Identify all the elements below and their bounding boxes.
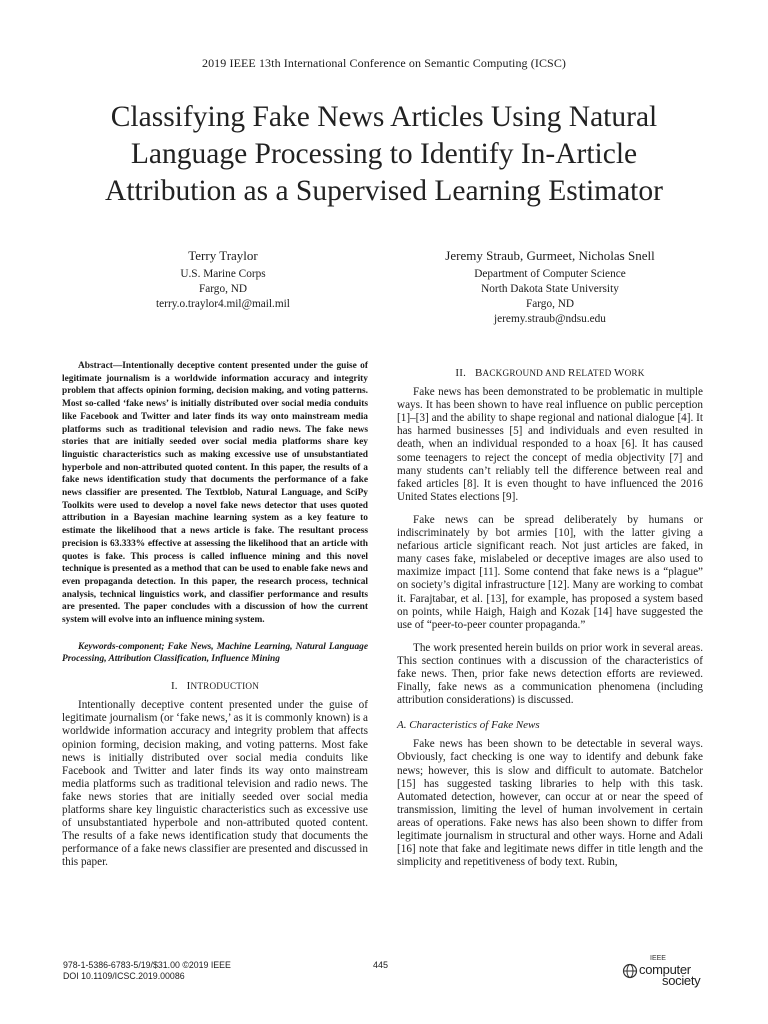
footer-copyright [63,960,231,981]
author-name: Jeremy Straub, Gurmeet, Nicholas Snell [445,248,655,263]
section-heading-background: II. BACKGROUND AND RELATED WORK [455,367,645,379]
abstract: Abstract—Intentionally deceptive content presented under the guise of legitimate journalism is a worldwide information accuracy and integrity problem that affects opinion forming, decision making, and voting patterns. Most so-called ‘fake news’ is initially distributed over social media conduits like Facebook and Twitter and later finds its way onto mainstream media platforms such as traditional television and radio news. The fake news stories that are initially seeded over social media platforms share key linguistic characteristics such as making excessive use of unsubstantiated hyperbole and non-attributed quoted content. In this paper, the results of a fake news identification study that documents the performance of a fake news classifier are presented. The Textblob, Natural Language, and SciPy Toolkits were used to develop a novel fake news detector that uses quoted attribution in a Bayesian machine learning system as a key feature to estimate the likelihood that a news article is fake. The resultant process precision is 63.333% effective at assessing the likelihood that an article with quotes is fake. This process is called influence mining and this novel technique is presented as a method that can be used to enable fake news and even propaganda detection. In this paper, the research process, technical analysis, technical linguistics work, and classifier performance and results are presented. The paper concludes with a discussion of how the current system will evolve into an influence mining system. [62,361,368,626]
subsection-heading-characteristics: A. Characteristics of Fake News [397,719,540,732]
left-column [62,360,368,879]
logo-computer-text: computer [639,962,691,977]
background-paragraph-1: Fake news has been demonstrated to be problematic in multiple ways. It has been shown to have real influence on public perception [1]–[3] and the ability to shape regional and national dialogue [4]. It has harmed businesses [5] and individuals and even resulted in death, when an individual responded to a hoax [6]. It has caused some teenagers to reject the concept of media objectivity [7] and many students can’t reliably tell the difference between real and faked articles [8]. It is even thought to have influenced the 2016 United States elections [9]. [397,386,703,503]
author-affiliation: U.S. Marine Corps [180,268,266,280]
footer-doi: DOI 10.1109/ICSC.2019.00086 [63,970,185,981]
author-location: Fargo, ND [198,283,248,295]
author-department: Department of Computer Science [474,268,626,280]
right-column [397,367,703,879]
intro-paragraph: Intentionally deceptive content presented under the guise of legitimate journalism (or ‘fake news,’ as it is commonly known) is a worldwide information accuracy and integrity problem that affects opinion forming, decision making, and voting patterns. Most fake news is initially distributed over social media conduits like Facebook and Twitter and later finds its way onto mainstream media platforms such as traditional television and radio news. The fake news stories that are initially seeded over social media platforms share key linguistic characteristics such as excessive use of unsubstantiated hyperbole and non-attributed quoted content. The results of a fake news identification study that documents the performance of a fake news classifier are presented and discussed in this paper. [62,699,368,869]
author-name: Terry Traylor [188,248,258,263]
author-email: jeremy.straub@ndsu.edu [494,313,606,325]
section-heading-introduction: I. INTRODUCTION [170,680,260,693]
author-email: terry.o.traylor4.mil@mail.mil [156,298,290,310]
title-line-2: Language Processing to Identify In-Article [130,138,638,170]
background-paragraph-2: Fake news can be spread deliberately by humans or indiscriminately by bot armies [10], with the latter giving a nefarious article significant reach. Not just articles are faked, in many cases fake, mislabeled or deceptive images are also used to maximize impact [11]. Some contend that fake news is a “plague” on society’s digital infrastructure [12]. Many are working to combat it. Farajtabar, et al. [13], for example, has proposed a system based on points, while Haigh, Haigh and Kozak [14] have suggested the use of “peer-to-peer counter propaganda.” [397,513,703,631]
title-line-3: Attribution as a Supervised Learning Estimator [105,175,663,207]
globe-icon [622,963,638,979]
background-paragraph-3: The work presented herein builds on prior work in several areas. This section continues with a discussion of the characteristics of fake news. Then, prior fake news detection efforts are reviewed. Finally, fake news as a communication phenomena (including attribution considerations) is discussed. [397,641,703,707]
ieee-computer-society-logo [622,955,712,987]
title-line-1: Classifying Fake News Articles Using Natural [110,101,658,133]
paper-title [70,99,698,210]
conference-header: 2019 IEEE 13th International Conference on Semantic Computing (ICSC) [201,56,567,70]
logo-ieee-text: IEEE [650,955,666,962]
footer-isbn: 978-1-5386-6783-5/19/$31.00 ©2019 IEEE [63,960,231,970]
keywords: Keywords-component; Fake News, Machine Learning, Natural Language Processing, Attribution Classification, Influence Mining [62,641,368,665]
author-block-2 [400,247,700,327]
logo-society-text: society [662,973,701,988]
page-number: 445 [373,960,389,970]
author-affiliation: North Dakota State University [481,283,619,295]
author-block-1 [118,247,328,312]
characteristics-paragraph: Fake news has been shown to be detectable in several ways. Obviously, fact checking is one way to identify and debunk fake news; however, this is slow and difficult to automate. Batchelor [15] has suggested tasking libraries to help with this task. Automated detection, however, can occur at or near the speed of transmission, limiting the level of human involvement in certain areas of operations. Fake news has also been shown to differ from legitimate journalism in structural and other ways. Horne and Adali [16] note that fake and legitimate news differ in title length and the simplicity and repetitiveness of body text. Rubin, [397,738,703,869]
author-location: Fargo, ND [525,298,575,310]
